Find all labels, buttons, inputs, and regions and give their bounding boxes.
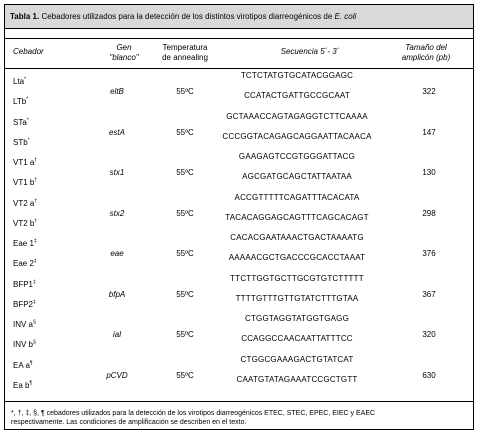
header-primer: Cebador [13,47,44,56]
sequence-cell: TTTTGTTTGTTGTATCTTTGTAA [235,293,359,303]
primer-name [13,118,29,128]
primer-name [13,219,37,229]
primer-name [13,158,37,168]
primer-name [13,361,33,371]
temperature-cell: 55ºC [176,249,194,259]
header-size-line2: amplicón (pb) [401,53,451,62]
amplicon-size-cell: 376 [422,249,436,259]
primer-footnote-mark: † [34,177,38,184]
gene-cell: stx1 [109,168,125,178]
table-label: Tabla 1. [10,12,40,21]
gene-cell: bfpA [108,289,126,299]
header-bottom-rule [5,68,473,69]
primer-label: EA a [13,360,30,370]
primer-footnote-mark: ‡ [33,278,36,285]
primer-name [13,239,37,249]
primer-label: BFP2 [13,299,34,309]
primer-name [13,178,37,188]
primer-label: STb [13,137,28,147]
primer-name [13,300,36,310]
sequence-cell: AGCGATGCAGCTATTAATAA [242,172,352,182]
primer-name [13,320,36,330]
primer-name [13,340,36,350]
primer-footnote-mark: * [26,116,29,123]
primer-footnote-mark: ¶ [29,359,33,366]
primer-label: Eae 1 [13,239,34,248]
primer-footnote-mark: * [26,96,29,103]
footnote-line2: respectivamente. Las condiciones de amplificación se describen en el texto. [11,419,247,426]
gene-cell: stx2 [109,208,125,218]
amplicon-size-cell: 367 [422,289,436,299]
footnote-line1: *, †, ‡, §, ¶ cebadores utilizados para la detección de los virotipos diarreogénicos ETEC, STEC, EPEC, EIEC y EAEC [11,410,376,417]
table-frame [4,4,474,430]
header-top-rule [5,38,473,39]
primer-name [13,199,37,209]
amplicon-size-cell: 630 [422,370,436,380]
temperature-cell: 55ºC [176,330,194,340]
primer-footnote-mark: * [24,76,27,83]
amplicon-size-cell: 147 [422,127,436,137]
gene-cell: pCVD [106,370,128,380]
primer-label: INV a [13,320,34,329]
primer-name [13,77,26,87]
primer-name [13,280,36,290]
sequence-cell: TTCTTGGTGCTTGCGTGTCTTTTT [230,273,364,283]
sequence-cell: CCAGGCCAACAATTATTTCC [241,334,353,344]
sequence-cell: CAATGTATAGAAATCCGCTGTT [236,374,358,384]
amplicon-size-cell: 320 [422,330,436,340]
primer-label: VT2 b [13,218,35,228]
primer-footnote-mark: ‡ [33,299,36,306]
header-temp-line2: de annealing [162,53,208,62]
temperature-cell: 55ºC [176,87,194,97]
header-temperature [145,43,225,63]
primer-footnote-mark: † [34,197,38,204]
header-size [381,43,471,63]
primer-name [13,138,30,148]
sequence-cell: GCTAAACCAGTAGAGGTCTTCAAAA [226,111,368,121]
gene-cell: estA [108,127,125,137]
temperature-cell: 55ºC [176,289,194,299]
table-organism: E. coli [334,12,357,21]
sequence-cell: CTGGCGAAAGACTGTATCAT [240,354,354,364]
sequence-cell: ACCGTTTTTCAGATTTACACATA [234,192,360,202]
temperature-cell: 55ºC [176,370,194,380]
primer-label: VT1 a [13,158,35,167]
footnote-rule [5,401,473,402]
sequence-cell: TACACAGGAGCAGTTTCAGCACAGT [225,212,369,222]
table-footnote [11,409,469,427]
header-size-line1: Tamaño del [405,43,447,52]
primer-name [13,97,28,107]
sequence-cell: CCCGGTACAGAGCAGGAATTACAACA [222,131,372,141]
amplicon-size-cell: 130 [422,168,436,178]
primer-footnote-mark: ‡ [33,258,37,265]
sequence-cell: GAAGAGTCCGTGGGATTACG [238,152,356,161]
primer-footnote-mark: ¶ [29,380,33,387]
primer-footnote-mark: * [27,137,30,144]
primer-footnote-mark: † [34,218,38,225]
primer-label: VT2 a [13,198,35,208]
temperature-cell: 55ºC [176,208,194,218]
gene-cell: eae [110,249,124,259]
temperature-cell: 55ºC [176,127,194,137]
primer-name [13,381,32,391]
primer-label: LTb [13,97,27,107]
primer-footnote-mark: § [33,339,36,346]
primer-footnote-mark: § [33,319,36,326]
primer-label: Ea b [13,380,30,390]
header-gene-line1: Gen [116,43,132,52]
sequence-cell: CACACGAATAAACTGACTAAAATG [230,233,364,242]
header-temp-line1: Temperatura [162,43,208,52]
gene-cell: ial [112,330,121,340]
header-sequence: Secuencia 5´- 3´ [280,47,340,56]
sequence-cell: TCTCTATGTGCATACGGAGC [240,71,354,80]
primer-label: Eae 2 [13,259,34,269]
table-caption: Cebadores utilizados para la detección de los distintos virotipos diarreogénicos de [41,12,333,21]
amplicon-size-cell: 322 [422,87,436,97]
sequence-cell: AAAAACGCTGACCCGCACCTAAAT [228,253,366,263]
primer-footnote-mark: ‡ [33,238,37,245]
sequence-cell: CCATACTGATTGCCGCAAT [244,91,350,101]
primer-label: INV b [13,340,34,350]
header-gene-line2: "blanco" [109,53,139,62]
primer-name [13,259,37,269]
temperature-cell: 55ºC [176,168,194,178]
gene-cell: eltB [110,87,124,97]
primer-footnote-mark: † [34,157,38,164]
table-title [5,5,473,29]
sequence-cell: CTGGTAGGTATGGTGAGG [244,314,350,323]
primer-label: VT1 b [13,178,35,188]
primer-label: STa [13,117,27,127]
primer-label: BFP1 [13,279,34,289]
amplicon-size-cell: 298 [422,208,436,218]
primer-label: Lta [13,77,25,86]
